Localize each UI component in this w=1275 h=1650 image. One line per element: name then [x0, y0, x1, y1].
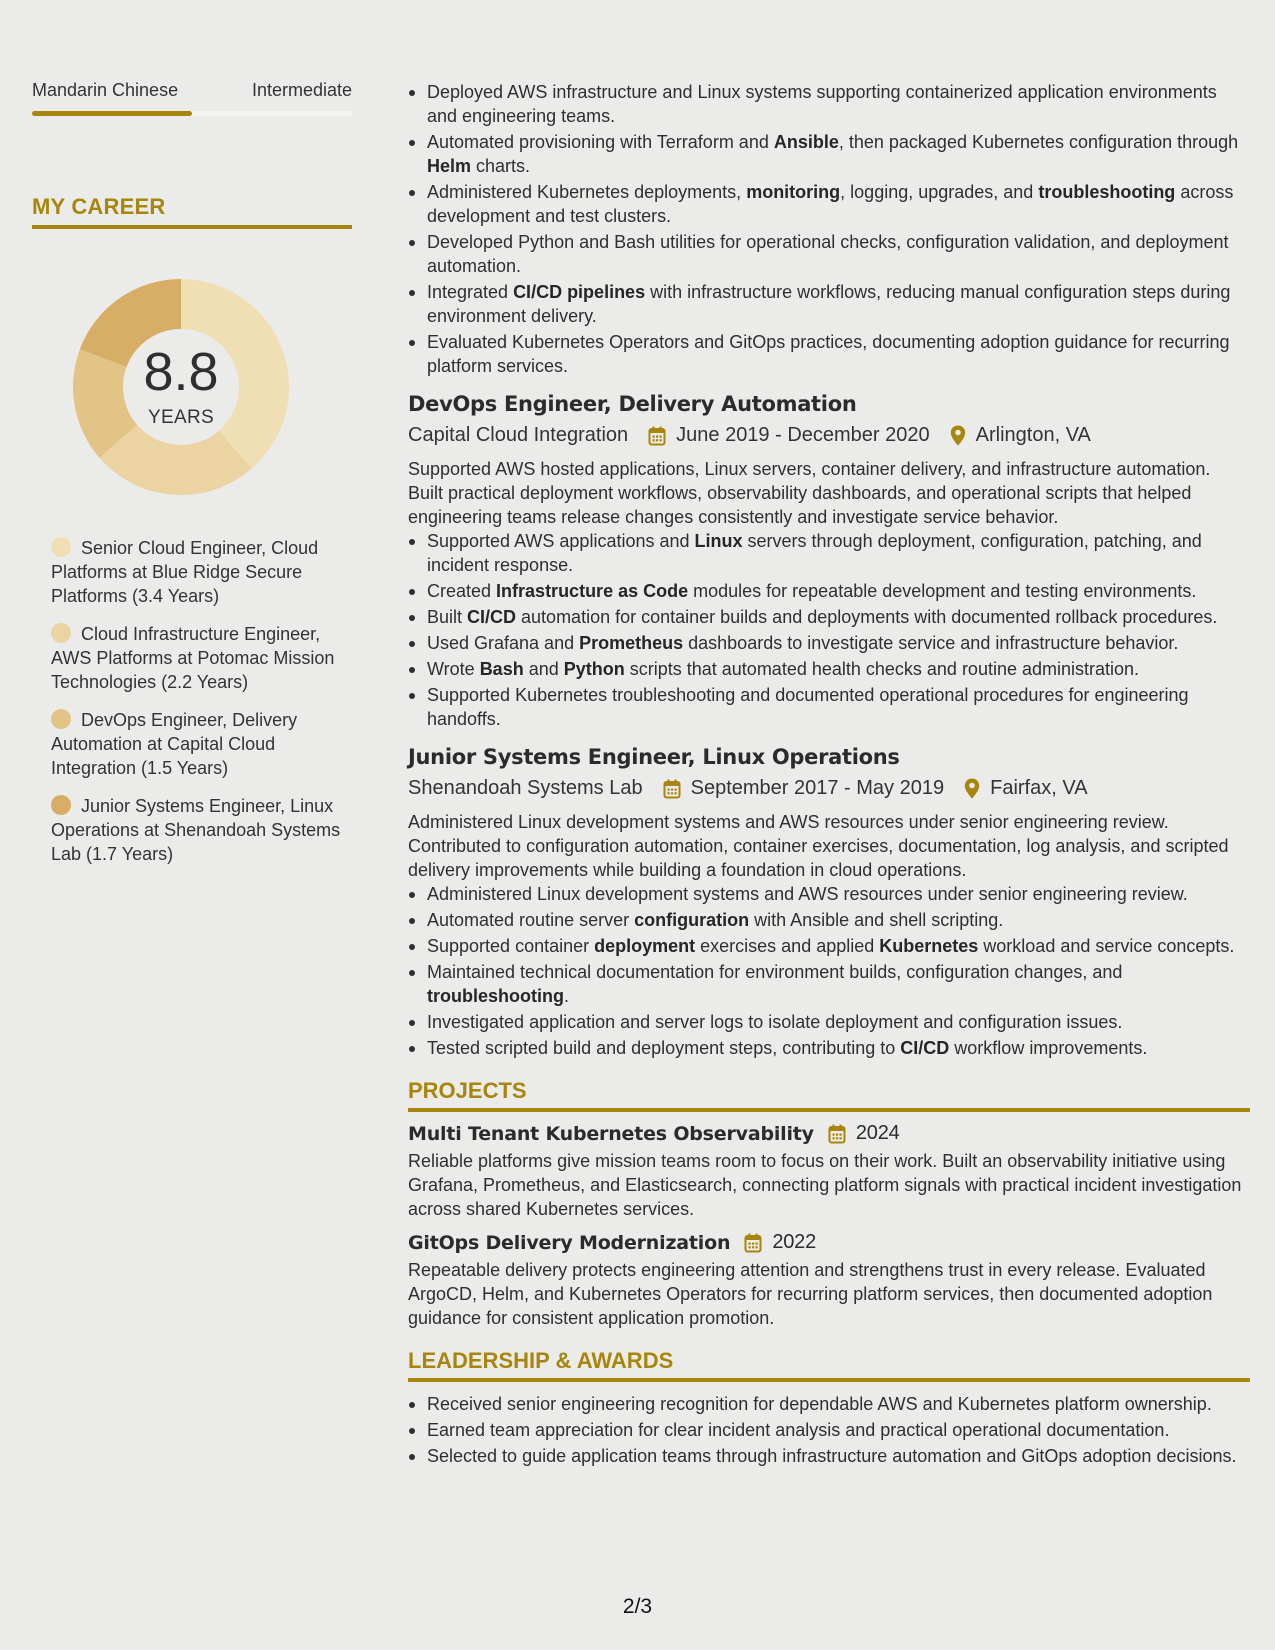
main-content	[408, 80, 1250, 1470]
bullet-item: Used Grafana and Prometheus dashboards to investigate service and infrastructure behavior.	[408, 631, 1250, 655]
page-number: 2/3	[622, 1595, 653, 1618]
legend-color-dot	[51, 623, 71, 643]
legend-label: Senior Cloud Engineer, Cloud Platforms at Blue Ridge Secure Platforms (3.4 Years)	[51, 538, 319, 606]
job-meta	[408, 424, 1250, 447]
bullet-item: Administered Kubernetes deployments, monitoring, logging, upgrades, and troubleshooting across development and test clusters.	[408, 180, 1250, 228]
job-dates: June 2019 - December 2020	[676, 424, 930, 446]
calendar-icon	[648, 426, 666, 446]
bullet-item: Earned team appreciation for clear incident analysis and practical operational documentation.	[408, 1418, 1250, 1442]
job-summary: Supported AWS hosted applications, Linux servers, container delivery, and infrastructure automation. Built practical deployment workflows, observability dashboards, and operational scripts that helped engineering teams release changes consistently and investigate service behavior.	[408, 459, 1211, 527]
job-company: Shenandoah Systems Lab	[408, 777, 643, 799]
language-proficiency-fill	[32, 111, 192, 116]
job-bullet-list	[408, 529, 1250, 731]
map-pin-icon	[950, 425, 966, 446]
bullet-item: Automated routine server configuration with Ansible and shell scripting.	[408, 908, 1250, 932]
legend-label: Cloud Infrastructure Engineer, AWS Platforms at Potomac Mission Technologies (2.2 Years)	[51, 624, 335, 692]
calendar-icon	[828, 1124, 846, 1144]
bullet-item: Automated provisioning with Terraform and Ansible, then packaged Kubernetes configuration through Helm charts.	[408, 130, 1250, 178]
project-description: Repeatable delivery protects engineering attention and strengthens trust in every release. Evaluated ArgoCD, Helm, and Kubernetes Operators for recurring platform services, then documented adoption guidance for consistent application promotion.	[408, 1260, 1213, 1328]
calendar-icon	[744, 1233, 762, 1253]
legend-color-dot	[51, 537, 71, 557]
job-dates: September 2017 - May 2019	[690, 777, 945, 799]
project-name: GitOps Delivery Modernization	[408, 1231, 731, 1254]
job-location: Arlington, VA	[975, 424, 1091, 446]
bullet-item: Created Infrastructure as Code modules for repeatable development and testing environments.	[408, 579, 1250, 603]
bullet-item: Supported AWS applications and Linux servers through deployment, configuration, patching, and incident response.	[408, 529, 1250, 577]
language-level: Intermediate	[251, 80, 352, 100]
experience-list	[408, 392, 1250, 1060]
calendar-icon	[663, 779, 681, 799]
language-proficiency-bar	[32, 111, 352, 116]
legend-color-dot	[51, 709, 71, 729]
job-title: Junior Systems Engineer, Linux Operations	[408, 745, 900, 769]
bullet-item: Maintained technical documentation for environment builds, configuration changes, and troubleshooting.	[408, 960, 1250, 1008]
projects-heading: PROJECTS	[408, 1078, 1250, 1112]
bullet-item: Supported Kubernetes troubleshooting and documented operational procedures for engineering handoffs.	[408, 683, 1250, 731]
career-donut-chart	[66, 272, 296, 502]
legend-item	[51, 794, 352, 866]
bullet-item: Received senior engineering recognition for dependable AWS and Kubernetes platform ownership.	[408, 1392, 1250, 1416]
legend-color-dot	[51, 795, 71, 815]
job-company: Capital Cloud Integration	[408, 424, 629, 446]
legend-item	[51, 708, 352, 780]
awards-heading: LEADERSHIP & AWARDS	[408, 1348, 1250, 1382]
awards-bullet-list	[408, 1392, 1250, 1468]
donut-center	[66, 272, 296, 502]
bullet-item: Built CI/CD automation for container builds and deployments with documented rollback procedures.	[408, 605, 1250, 629]
career-legend	[32, 536, 352, 866]
project-year: 2022	[772, 1231, 817, 1253]
job-summary: Administered Linux development systems and AWS resources under senior engineering review. Contributed to configuration automation, container exercises, documentation, log analysis, and scripted delivery improvements while building a foundation in cloud operations.	[408, 812, 1229, 880]
bullet-item: Investigated application and server logs to isolate deployment and configuration issues.	[408, 1010, 1250, 1034]
legend-item	[51, 622, 352, 694]
legend-label: Junior Systems Engineer, Linux Operations at Shenandoah Systems Lab (1.7 Years)	[51, 796, 341, 864]
job-bullet-list	[408, 882, 1250, 1060]
bullet-item: Administered Linux development systems and AWS resources under senior engineering review.	[408, 882, 1250, 906]
job-location: Fairfax, VA	[990, 777, 1088, 799]
project-title	[408, 1122, 1250, 1145]
bullet-item: Supported container deployment exercises and applied Kubernetes workload and service concepts.	[408, 934, 1250, 958]
bullet-item: Tested scripted build and deployment steps, contributing to CI/CD workflow improvements.	[408, 1036, 1250, 1060]
bullet-item: Integrated CI/CD pipelines with infrastructure workflows, reducing manual configuration steps during environment delivery.	[408, 280, 1250, 328]
job-title: DevOps Engineer, Delivery Automation	[408, 392, 857, 416]
bullet-item: Wrote Bash and Python scripts that automated health checks and routine administration.	[408, 657, 1250, 681]
legend-item	[51, 536, 352, 608]
bullet-item: Evaluated Kubernetes Operators and GitOps practices, documenting adoption guidance for recurring platform services.	[408, 330, 1250, 378]
project-name: Multi Tenant Kubernetes Observability	[408, 1122, 814, 1145]
map-pin-icon	[964, 778, 980, 799]
project-title	[408, 1231, 1250, 1254]
bullet-item: Selected to guide application teams through infrastructure automation and GitOps adoption decisions.	[408, 1444, 1250, 1468]
sidebar	[32, 80, 352, 880]
total-years-unit: YEARS	[148, 407, 214, 428]
bullet-item: Developed Python and Bash utilities for operational checks, configuration validation, and deployment automation.	[408, 230, 1250, 278]
language-row	[32, 80, 352, 101]
project-description: Reliable platforms give mission teams room to focus on their work. Built an observability initiative using Grafana, Prometheus, and Elasticsearch, connecting platform signals with practical incident investigation across shared Kubernetes services.	[408, 1151, 1242, 1219]
legend-label: DevOps Engineer, Delivery Automation at Capital Cloud Integration (1.5 Years)	[51, 710, 298, 778]
job-entry	[408, 745, 1250, 1060]
language-name: Mandarin Chinese	[32, 80, 179, 100]
career-heading: MY CAREER	[32, 194, 352, 229]
total-years-value: 8.8	[143, 342, 219, 402]
job-meta	[408, 777, 1250, 800]
project-year: 2024	[855, 1122, 900, 1144]
job-entry	[408, 392, 1250, 731]
project-entry	[408, 1231, 1250, 1330]
project-entry	[408, 1122, 1250, 1221]
bullet-item: Deployed AWS infrastructure and Linux systems supporting containerized application environments and engineering teams.	[408, 80, 1250, 128]
intro-bullet-list	[408, 80, 1250, 378]
projects-list	[408, 1122, 1250, 1330]
